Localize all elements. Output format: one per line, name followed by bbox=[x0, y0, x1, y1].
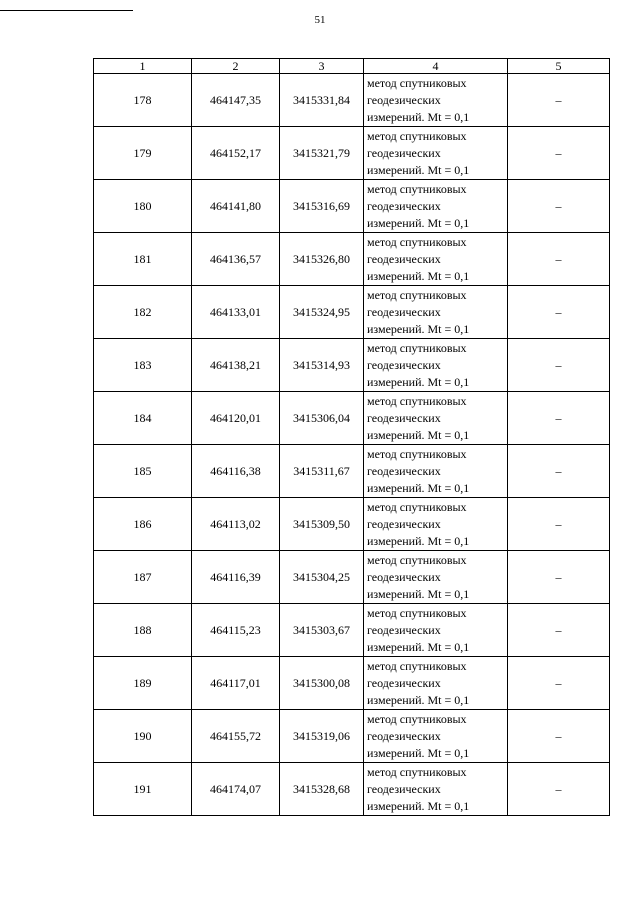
table-row bbox=[94, 233, 610, 286]
table-row bbox=[94, 286, 610, 339]
method-line: метод спутниковых bbox=[367, 340, 467, 355]
method-line: геодезических bbox=[367, 728, 441, 743]
method-line: измерений. Mt = 0,1 bbox=[367, 798, 470, 813]
point-number-cell: 188 bbox=[94, 604, 192, 657]
table-row bbox=[94, 604, 610, 657]
point-number-cell: 184 bbox=[94, 392, 192, 445]
page-number: 51 bbox=[314, 14, 326, 26]
method-line: измерений. Mt = 0,1 bbox=[367, 162, 470, 177]
point-number-cell: 191 bbox=[94, 763, 192, 816]
table-row bbox=[94, 657, 610, 710]
method-line: геодезических bbox=[367, 198, 441, 213]
method-line: геодезических bbox=[367, 622, 441, 637]
method-line: измерений. Mt = 0,1 bbox=[367, 215, 470, 230]
y-coordinate-cell: 3415309,50 bbox=[280, 498, 364, 551]
method-cell bbox=[364, 339, 508, 392]
table-row bbox=[94, 127, 610, 180]
method-line: измерений. Mt = 0,1 bbox=[367, 268, 470, 283]
method-line: метод спутниковых bbox=[367, 446, 467, 461]
method-line: метод спутниковых bbox=[367, 552, 467, 567]
method-cell bbox=[364, 180, 508, 233]
point-number-cell: 183 bbox=[94, 339, 192, 392]
point-number-cell: 186 bbox=[94, 498, 192, 551]
note-cell: – bbox=[508, 180, 610, 233]
y-coordinate-cell: 3415321,79 bbox=[280, 127, 364, 180]
y-coordinate-cell: 3415314,93 bbox=[280, 339, 364, 392]
method-line: измерений. Mt = 0,1 bbox=[367, 586, 470, 601]
method-line: измерений. Mt = 0,1 bbox=[367, 533, 470, 548]
method-line: метод спутниковых bbox=[367, 764, 467, 779]
column-header-2: 2 bbox=[192, 59, 280, 74]
column-header-3: 3 bbox=[280, 59, 364, 74]
y-coordinate-cell: 3415319,06 bbox=[280, 710, 364, 763]
method-cell bbox=[364, 498, 508, 551]
method-cell bbox=[364, 763, 508, 816]
note-cell: – bbox=[508, 498, 610, 551]
note-cell: – bbox=[508, 339, 610, 392]
table-row bbox=[94, 339, 610, 392]
method-line: метод спутниковых bbox=[367, 499, 467, 514]
point-number-cell: 187 bbox=[94, 551, 192, 604]
point-number-cell: 179 bbox=[94, 127, 192, 180]
method-line: измерений. Mt = 0,1 bbox=[367, 692, 470, 707]
method-cell bbox=[364, 286, 508, 339]
method-line: метод спутниковых bbox=[367, 181, 467, 196]
table-row bbox=[94, 498, 610, 551]
point-number-cell: 181 bbox=[94, 233, 192, 286]
note-cell: – bbox=[508, 286, 610, 339]
method-line: измерений. Mt = 0,1 bbox=[367, 745, 470, 760]
method-line: метод спутниковых bbox=[367, 393, 467, 408]
method-line: геодезических bbox=[367, 463, 441, 478]
method-line: измерений. Mt = 0,1 bbox=[367, 374, 470, 389]
method-line: метод спутниковых bbox=[367, 658, 467, 673]
method-cell bbox=[364, 392, 508, 445]
method-line: метод спутниковых bbox=[367, 711, 467, 726]
method-line: геодезических bbox=[367, 304, 441, 319]
method-line: геодезических bbox=[367, 357, 441, 372]
table-row bbox=[94, 180, 610, 233]
column-header-1: 1 bbox=[94, 59, 192, 74]
x-coordinate-cell: 464117,01 bbox=[192, 657, 280, 710]
note-cell: – bbox=[508, 551, 610, 604]
x-coordinate-cell: 464133,01 bbox=[192, 286, 280, 339]
method-line: геодезических bbox=[367, 516, 441, 531]
x-coordinate-cell: 464141,80 bbox=[192, 180, 280, 233]
method-cell bbox=[364, 657, 508, 710]
method-line: измерений. Mt = 0,1 bbox=[367, 639, 470, 654]
method-line: геодезических bbox=[367, 781, 441, 796]
method-line: метод спутниковых bbox=[367, 234, 467, 249]
note-cell: – bbox=[508, 392, 610, 445]
y-coordinate-cell: 3415331,84 bbox=[280, 74, 364, 127]
method-cell bbox=[364, 604, 508, 657]
method-line: измерений. Mt = 0,1 bbox=[367, 109, 470, 124]
table-row bbox=[94, 551, 610, 604]
method-line: геодезических bbox=[367, 251, 441, 266]
method-line: измерений. Mt = 0,1 bbox=[367, 427, 470, 442]
top-rule bbox=[0, 10, 133, 11]
y-coordinate-cell: 3415328,68 bbox=[280, 763, 364, 816]
method-line: измерений. Mt = 0,1 bbox=[367, 321, 470, 336]
method-line: измерений. Mt = 0,1 bbox=[367, 480, 470, 495]
table-header-row bbox=[94, 59, 610, 74]
method-cell bbox=[364, 233, 508, 286]
method-line: геодезических bbox=[367, 410, 441, 425]
x-coordinate-cell: 464136,57 bbox=[192, 233, 280, 286]
y-coordinate-cell: 3415306,04 bbox=[280, 392, 364, 445]
y-coordinate-cell: 3415304,25 bbox=[280, 551, 364, 604]
method-line: геодезических bbox=[367, 569, 441, 584]
x-coordinate-cell: 464152,17 bbox=[192, 127, 280, 180]
note-cell: – bbox=[508, 74, 610, 127]
x-coordinate-cell: 464113,02 bbox=[192, 498, 280, 551]
method-line: геодезических bbox=[367, 145, 441, 160]
y-coordinate-cell: 3415324,95 bbox=[280, 286, 364, 339]
point-number-cell: 189 bbox=[94, 657, 192, 710]
table-row bbox=[94, 710, 610, 763]
y-coordinate-cell: 3415300,08 bbox=[280, 657, 364, 710]
note-cell: – bbox=[508, 657, 610, 710]
x-coordinate-cell: 464120,01 bbox=[192, 392, 280, 445]
y-coordinate-cell: 3415303,67 bbox=[280, 604, 364, 657]
note-cell: – bbox=[508, 763, 610, 816]
method-line: метод спутниковых bbox=[367, 75, 467, 90]
x-coordinate-cell: 464138,21 bbox=[192, 339, 280, 392]
x-coordinate-cell: 464115,23 bbox=[192, 604, 280, 657]
coordinates-table bbox=[93, 58, 610, 816]
y-coordinate-cell: 3415311,67 bbox=[280, 445, 364, 498]
y-coordinate-cell: 3415326,80 bbox=[280, 233, 364, 286]
point-number-cell: 180 bbox=[94, 180, 192, 233]
method-cell bbox=[364, 445, 508, 498]
table-row bbox=[94, 445, 610, 498]
x-coordinate-cell: 464116,39 bbox=[192, 551, 280, 604]
method-line: геодезических bbox=[367, 675, 441, 690]
table-row bbox=[94, 74, 610, 127]
point-number-cell: 185 bbox=[94, 445, 192, 498]
x-coordinate-cell: 464155,72 bbox=[192, 710, 280, 763]
method-line: метод спутниковых bbox=[367, 287, 467, 302]
method-cell bbox=[364, 551, 508, 604]
note-cell: – bbox=[508, 604, 610, 657]
point-number-cell: 190 bbox=[94, 710, 192, 763]
table-row bbox=[94, 763, 610, 816]
note-cell: – bbox=[508, 445, 610, 498]
column-header-4: 4 bbox=[364, 59, 508, 74]
point-number-cell: 182 bbox=[94, 286, 192, 339]
method-line: метод спутниковых bbox=[367, 605, 467, 620]
note-cell: – bbox=[508, 127, 610, 180]
method-line: метод спутниковых bbox=[367, 128, 467, 143]
y-coordinate-cell: 3415316,69 bbox=[280, 180, 364, 233]
x-coordinate-cell: 464147,35 bbox=[192, 74, 280, 127]
note-cell: – bbox=[508, 710, 610, 763]
method-line: геодезических bbox=[367, 92, 441, 107]
method-cell bbox=[364, 710, 508, 763]
x-coordinate-cell: 464174,07 bbox=[192, 763, 280, 816]
table-body bbox=[94, 74, 610, 816]
method-cell bbox=[364, 127, 508, 180]
point-number-cell: 178 bbox=[94, 74, 192, 127]
table-row bbox=[94, 392, 610, 445]
method-cell bbox=[364, 74, 508, 127]
x-coordinate-cell: 464116,38 bbox=[192, 445, 280, 498]
note-cell: – bbox=[508, 233, 610, 286]
column-header-5: 5 bbox=[508, 59, 610, 74]
